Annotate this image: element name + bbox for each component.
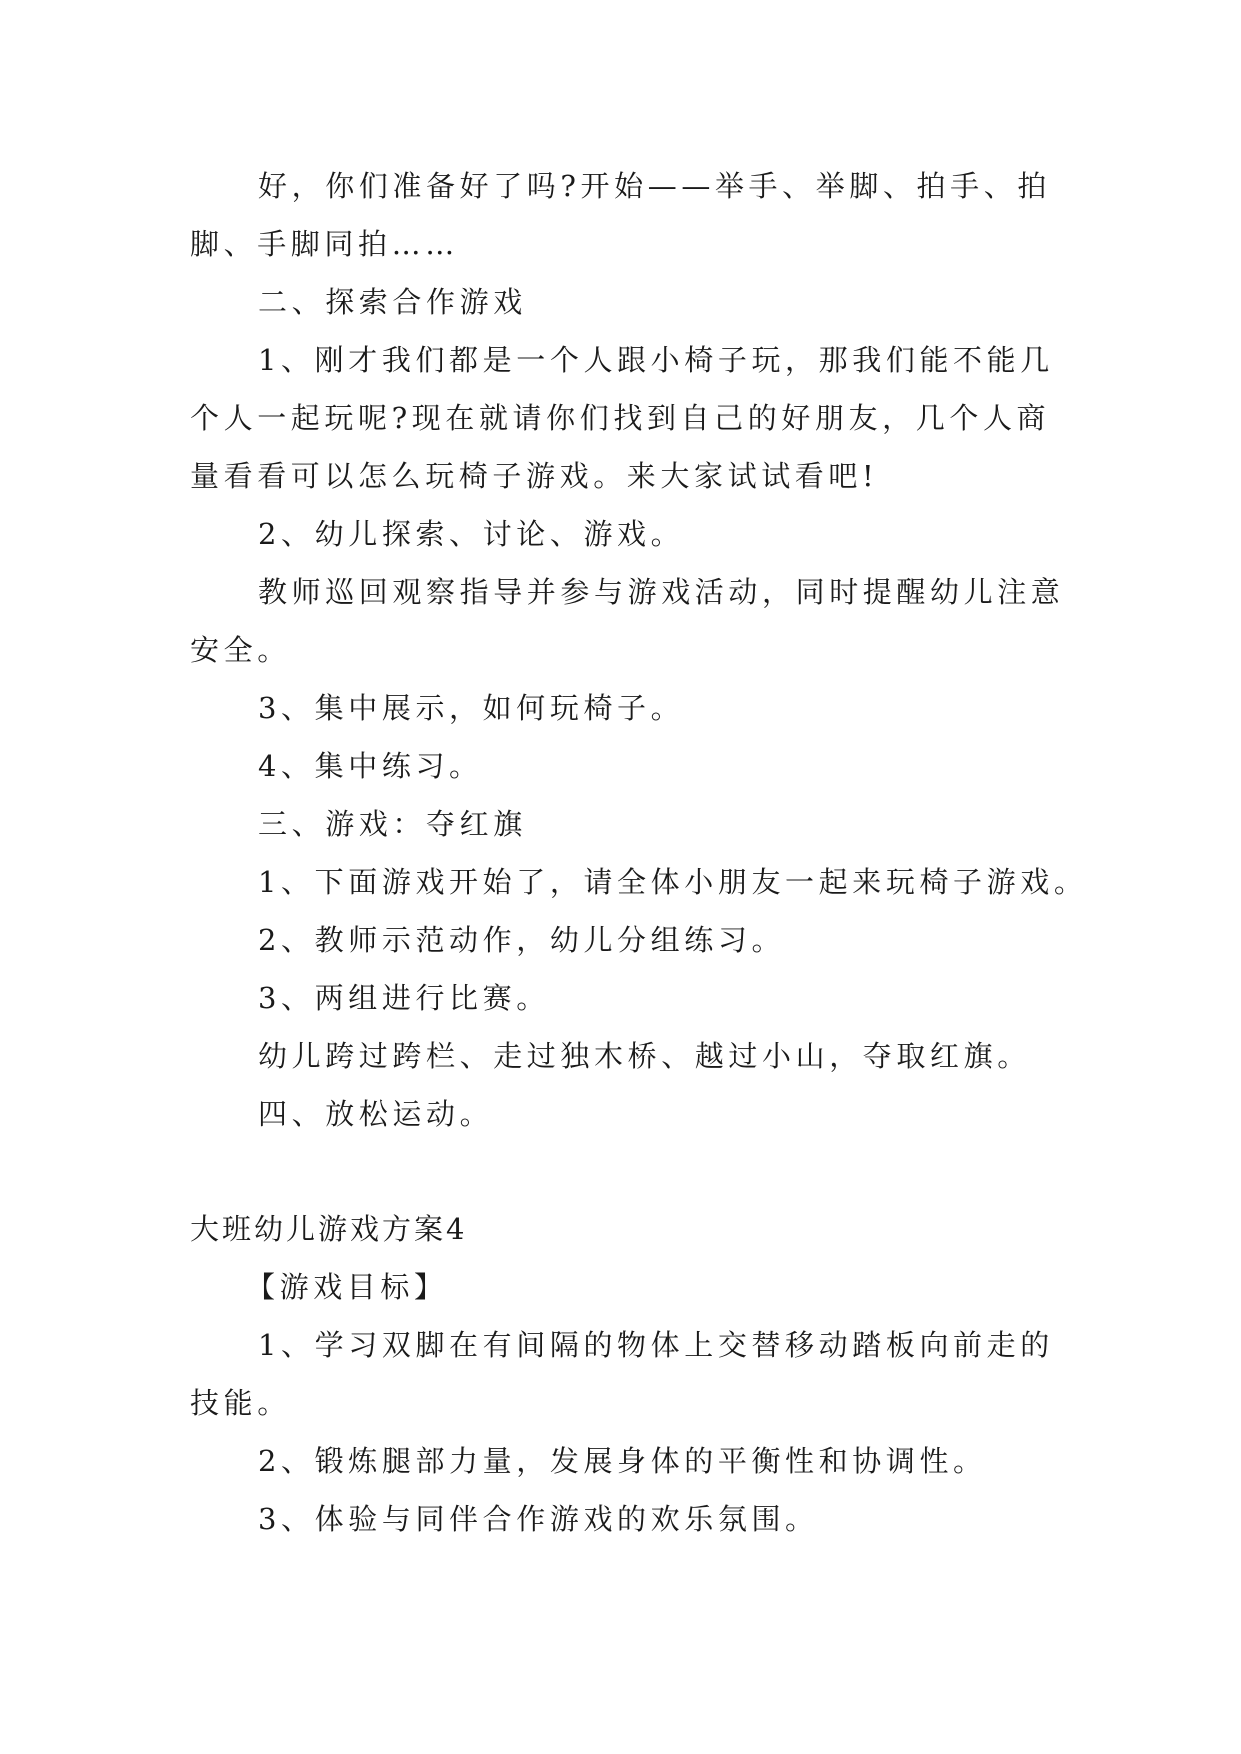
paragraph-line: 4、集中练习。 — [258, 749, 483, 783]
section-heading: 【游戏目标】 — [246, 1270, 448, 1304]
section-heading: 三、游戏：夺红旗 — [258, 807, 527, 841]
paragraph-line: 四、放松运动。 — [258, 1097, 494, 1131]
paragraph-line: 安全。 — [190, 633, 291, 667]
paragraph-line: 2、幼儿探索、讨论、游戏。 — [258, 517, 685, 551]
paragraph-line: 3、集中展示，如何玩椅子。 — [258, 691, 685, 725]
document-title: 大班幼儿游戏方案4 — [190, 1212, 468, 1246]
paragraph-line: 技能。 — [190, 1386, 291, 1420]
paragraph-line: 教师巡回观察指导并参与游戏活动，同时提醒幼儿注意 — [258, 575, 1065, 609]
paragraph-line: 幼儿跨过跨栏、走过独木桥、越过小山，夺取红旗。 — [258, 1039, 1031, 1073]
paragraph-line: 好，你们准备好了吗?开始——举手、举脚、拍手、拍 — [258, 169, 1051, 203]
paragraph-line: 1、刚才我们都是一个人跟小椅子玩，那我们能不能几 — [258, 343, 1054, 377]
paragraph-line: 脚、手脚同拍…… — [190, 227, 459, 261]
section-heading: 二、探索合作游戏 — [258, 285, 527, 319]
paragraph-line: 3、体验与同伴合作游戏的欢乐氛围。 — [258, 1502, 819, 1536]
paragraph-line: 个人一起玩呢?现在就请你们找到自己的好朋友，几个人商 — [190, 401, 1051, 435]
paragraph-line: 量看看可以怎么玩椅子游戏。来大家试试看吧! — [190, 459, 879, 493]
paragraph-line: 1、下面游戏开始了，请全体小朋友一起来玩椅子游戏。 — [258, 865, 1088, 899]
paragraph-line: 3、两组进行比赛。 — [258, 981, 550, 1015]
paragraph-line: 1、学习双脚在有间隔的物体上交替移动踏板向前走的 — [258, 1328, 1054, 1362]
paragraph-line: 2、锻炼腿部力量，发展身体的平衡性和协调性。 — [258, 1444, 987, 1478]
paragraph-line: 2、教师示范动作，幼儿分组练习。 — [258, 923, 786, 957]
